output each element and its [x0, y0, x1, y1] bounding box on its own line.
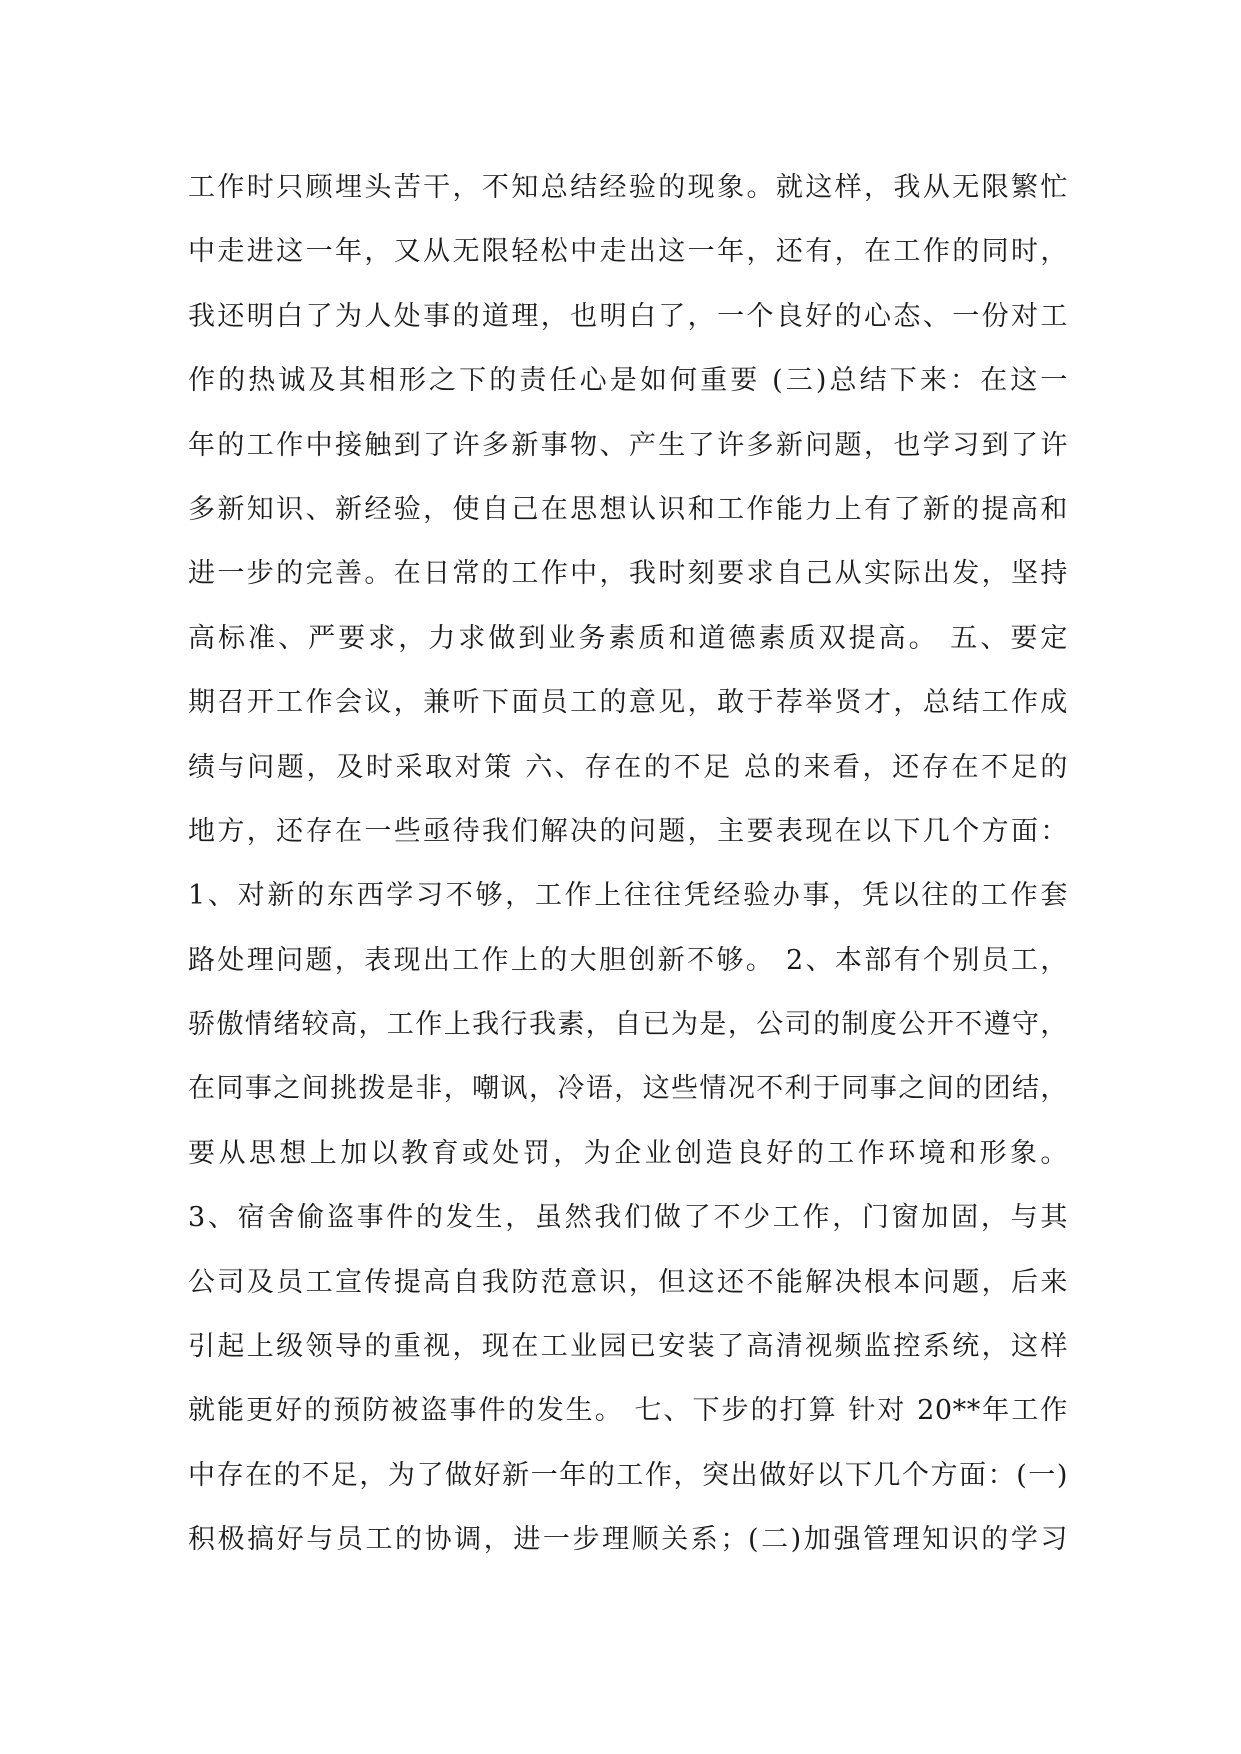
text-line: 积极搞好与员工的协调，进一步理顺关系；(二)加强管理知识的学习 [188, 1524, 1068, 1556]
text-line: 绩与问题，及时采取对策 六、存在的不足 总的来看，还存在不足的 [188, 751, 1068, 783]
text-line: 中走进这一年，又从无限轻松中走出这一年，还有，在工作的同时， [188, 236, 1068, 268]
text-line: 高标准、严要求，力求做到业务素质和道德素质双提高。 五、要定 [188, 622, 1068, 654]
text-line: 作的热诚及其相形之下的责任心是如何重要 (三)总结下来：在这一 [188, 365, 1068, 397]
text-line: 路处理问题，表现出工作上的大胆创新不够。 2、本部有个别员工， [188, 944, 1068, 976]
text-line: 多新知识、新经验，使自己在思想认识和工作能力上有了新的提高和 [188, 493, 1068, 525]
text-line: 期召开工作会议，兼听下面员工的意见，敢于荐举贤才，总结工作成 [188, 687, 1068, 719]
text-line: 骄傲情绪较高，工作上我行我素，自已为是，公司的制度公开不遵守， [188, 1009, 1068, 1041]
text-line: 年的工作中接触到了许多新事物、产生了许多新问题，也学习到了许 [188, 429, 1068, 461]
text-line: 工作时只顾埋头苦干，不知总结经验的现象。就这样，我从无限繁忙 [188, 172, 1068, 203]
body-text [188, 156, 1068, 1573]
text-line: 公司及员工宣传提高自我防范意识，但这还不能解决根本问题，后来 [188, 1266, 1068, 1298]
text-line: 3、宿舍偷盗事件的发生，虽然我们做了不少工作，门窗加固，与其 [188, 1202, 1068, 1234]
text-line: 地方，还存在一些亟待我们解决的问题，主要表现在以下几个方面： [188, 815, 1068, 847]
text-line: 就能更好的预防被盗事件的发生。 七、下步的打算 针对 20**年工作 [188, 1395, 1068, 1427]
text-line: 引起上级领导的重视，现在工业园已安装了高清视频监控系统，这样 [188, 1331, 1068, 1363]
text-line: 要从思想上加以教育或处罚，为企业创造良好的工作环境和形象。 [188, 1137, 1068, 1169]
text-line: 中存在的不足，为了做好新一年的工作，突出做好以下几个方面：(一) [188, 1459, 1068, 1491]
text-line: 在同事之间挑拨是非，嘲讽，冷语，这些情况不利于同事之间的团结， [188, 1073, 1068, 1105]
text-line: 进一步的完善。在日常的工作中，我时刻要求自己从实际出发，坚持 [188, 558, 1068, 590]
text-line: 我还明白了为人处事的道理，也明白了，一个良好的心态、一份对工 [188, 300, 1068, 332]
text-line: 1、对新的东西学习不够，工作上往往凭经验办事，凭以往的工作套 [188, 880, 1068, 912]
